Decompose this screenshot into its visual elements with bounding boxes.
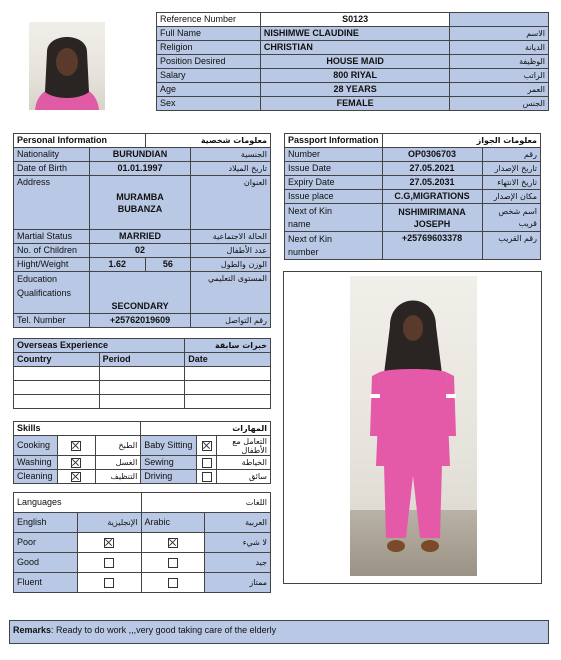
full-body-figure xyxy=(350,276,477,576)
dob-label-ar: تاريخ الميلاد xyxy=(191,162,271,176)
personal-title-ar: معلومات شخصية xyxy=(145,134,270,148)
lang-level-label: Poor xyxy=(14,533,78,553)
kin-number-label-line1: Next of Kin xyxy=(288,233,333,244)
address-line1: MURAMBA xyxy=(116,191,164,202)
marital-value: MARRIED xyxy=(89,230,190,244)
skill-label: Sewing xyxy=(141,456,197,470)
nationality-value: BURUNDIAN xyxy=(89,148,190,162)
header-label-ar xyxy=(450,13,549,27)
lang-checkbox xyxy=(77,573,141,593)
skill-label-ar-line1: التعامل مع xyxy=(232,436,267,446)
issue-place-value: C.G,MIGRATIONS xyxy=(382,190,482,204)
header-row xyxy=(157,13,549,27)
kin-number-label-ar: رقم القريب xyxy=(482,232,540,260)
overseas-title: Overseas Experience xyxy=(14,339,185,353)
children-label: No. of Children xyxy=(14,244,90,258)
header-value: S0123 xyxy=(260,13,449,27)
lang-level-label-ar: لا شيء xyxy=(205,533,271,553)
passport-title-ar: معلومات الجواز xyxy=(382,134,540,148)
skill-checkbox xyxy=(197,456,217,470)
overseas-col-period: Period xyxy=(99,353,185,367)
skill-label: Cleaning xyxy=(14,470,58,484)
skill-checkbox xyxy=(197,436,217,456)
passport-number-label: Number xyxy=(285,148,383,162)
skill-label-ar-line2: الأطفال xyxy=(241,445,267,455)
kin-label-line1: Next of Kin xyxy=(288,205,333,216)
languages-table xyxy=(13,492,271,593)
checked-box-icon xyxy=(104,538,114,548)
header-label: Religion xyxy=(157,41,261,55)
header-row xyxy=(157,69,549,83)
lang-arabic: Arabic xyxy=(141,513,205,533)
header-label-ar: الوظيفة xyxy=(450,55,549,69)
skill-checkbox xyxy=(57,456,95,470)
issue-place-label: Issue place xyxy=(285,190,383,204)
checked-box-icon xyxy=(71,472,81,482)
skill-checkbox xyxy=(57,436,95,456)
children-label-ar: عدد الأطفال xyxy=(191,244,271,258)
hw-label-ar: الوزن والطول xyxy=(191,258,271,272)
tel-label-ar: رقم التواصل xyxy=(191,314,271,328)
kin-line1: NSHIMIRIMANA xyxy=(398,206,466,217)
header-row xyxy=(157,83,549,97)
header-label: Age xyxy=(157,83,261,97)
kin-label xyxy=(285,204,383,232)
lang-level-label-ar: جيد xyxy=(205,553,271,573)
lang-level-label: Fluent xyxy=(14,573,78,593)
empty-box-icon xyxy=(202,458,212,468)
expiry-date-label-ar: تاريخ الانتهاء xyxy=(482,176,540,190)
issue-date-label: Issue Date xyxy=(285,162,383,176)
kin-line2: JOSEPH xyxy=(413,218,451,229)
header-label: Salary xyxy=(157,69,261,83)
tel-label: Tel. Number xyxy=(14,314,90,328)
kin-label-ar-line2: قريب xyxy=(518,218,537,228)
issue-date-value: 27.05.2021 xyxy=(382,162,482,176)
skill-label: Cooking xyxy=(14,436,58,456)
nationality-label: Nationality xyxy=(14,148,90,162)
edu-label-line1: Education xyxy=(17,274,58,284)
header-row xyxy=(157,97,549,111)
hw-label: Hight/Weight xyxy=(14,258,90,272)
skill-checkbox xyxy=(57,470,95,484)
skills-table xyxy=(13,421,271,484)
header-value: 28 YEARS xyxy=(260,83,449,97)
lang-english: English xyxy=(14,513,78,533)
remarks-label: Remarks xyxy=(13,625,52,635)
address-label-ar: العنوان xyxy=(191,176,271,230)
overseas-col-country: Country xyxy=(14,353,100,367)
overseas-empty-row xyxy=(14,395,271,409)
empty-box-icon xyxy=(104,558,114,568)
skill-label: Driving xyxy=(141,470,197,484)
skill-label-ar: سائق xyxy=(217,470,271,484)
remarks-box xyxy=(9,620,549,644)
skill-label-ar xyxy=(217,436,271,456)
header-value: HOUSE MAID xyxy=(260,55,449,69)
header-row xyxy=(157,41,549,55)
languages-title: Languages xyxy=(14,493,142,513)
expiry-date-label: Expiry Date xyxy=(285,176,383,190)
lang-level-label: Good xyxy=(14,553,78,573)
checked-box-icon xyxy=(71,458,81,468)
height-value: 1.62 xyxy=(89,258,145,272)
skills-title-ar: المهارات xyxy=(141,422,271,436)
marital-label: Martial Status xyxy=(14,230,90,244)
lang-checkbox xyxy=(141,533,205,553)
kin-label-ar-line1: اسم شخص xyxy=(498,206,537,216)
overseas-col-date: Date xyxy=(185,353,271,367)
lang-checkbox xyxy=(77,553,141,573)
address-line2: BUBANZA xyxy=(117,203,163,214)
header-label-ar: الراتب xyxy=(450,69,549,83)
dob-label: Date of Birth xyxy=(14,162,90,176)
header-value: FEMALE xyxy=(260,97,449,111)
empty-box-icon xyxy=(168,558,178,568)
tel-value: +25762019609 xyxy=(89,314,190,328)
header-label: Sex xyxy=(157,97,261,111)
languages-title-ar: اللغات xyxy=(141,493,270,513)
empty-box-icon xyxy=(202,472,212,482)
header-label: Full Name xyxy=(157,27,261,41)
kin-number-label-line2: number xyxy=(288,246,319,257)
kin-number-label xyxy=(285,232,383,260)
header-value: CHRISTIAN xyxy=(260,41,449,55)
overseas-empty-row xyxy=(14,381,271,395)
children-value: 02 xyxy=(89,244,190,258)
edu-value: SECONDARY xyxy=(89,272,190,314)
lang-english-ar: الإنجليزية xyxy=(77,513,141,533)
kin-value xyxy=(382,204,482,232)
issue-date-label-ar: تاريخ الإصدار xyxy=(482,162,540,176)
header-row xyxy=(157,55,549,69)
full-body-photo xyxy=(350,276,477,576)
remarks-text: : Ready to do work ,,,very good taking care of the elderly xyxy=(51,625,277,635)
lang-checkbox xyxy=(141,553,205,573)
dob-value: 01.01.1997 xyxy=(89,162,190,176)
header-label: Position Desired xyxy=(157,55,261,69)
edu-label-ar: المستوى التعليمي xyxy=(191,272,271,314)
skill-label: Baby Sitting xyxy=(141,436,197,456)
skill-label: Washing xyxy=(14,456,58,470)
personal-info-table xyxy=(13,133,271,328)
issue-place-label-ar: مكان الإصدار xyxy=(482,190,540,204)
overseas-title-ar: خبرات سابقة xyxy=(185,339,271,353)
edu-label-line2: Qualifications xyxy=(17,288,72,298)
lang-arabic-ar: العربية xyxy=(205,513,271,533)
lang-checkbox xyxy=(77,533,141,553)
header-label: Reference Number xyxy=(157,13,261,27)
edu-label xyxy=(14,272,90,314)
portrait-photo xyxy=(29,22,105,110)
header-label-ar: الديانة xyxy=(450,41,549,55)
skill-label-ar: الغسل xyxy=(95,456,141,470)
overseas-table xyxy=(13,338,271,409)
portrait-figure xyxy=(29,22,105,110)
expiry-date-value: 27.05.2031 xyxy=(382,176,482,190)
kin-label-line2: name xyxy=(288,218,311,229)
marital-label-ar: الحالة الاجتماعية xyxy=(191,230,271,244)
passport-number-value: OP0306703 xyxy=(382,148,482,162)
skills-title: Skills xyxy=(14,422,141,436)
header-label-ar: العمر xyxy=(450,83,549,97)
passport-info-table xyxy=(284,133,541,260)
weight-value: 56 xyxy=(145,258,191,272)
lang-level-label-ar: ممتاز xyxy=(205,573,271,593)
skill-label-ar: الخياطة xyxy=(217,456,271,470)
lang-checkbox xyxy=(141,573,205,593)
empty-box-icon xyxy=(104,578,114,588)
nationality-label-ar: الجنسية xyxy=(191,148,271,162)
passport-number-label-ar: رقم xyxy=(482,148,540,162)
passport-title: Passport Information xyxy=(285,134,383,148)
skill-label-ar: الطبخ xyxy=(95,436,141,456)
header-label-ar: الجنس xyxy=(450,97,549,111)
empty-box-icon xyxy=(168,578,178,588)
address-label: Address xyxy=(14,176,90,230)
header-table xyxy=(156,12,549,111)
overseas-empty-row xyxy=(14,367,271,381)
checked-box-icon xyxy=(71,441,81,451)
header-row xyxy=(157,27,549,41)
skill-checkbox xyxy=(197,470,217,484)
checked-box-icon xyxy=(168,538,178,548)
address-value xyxy=(89,176,190,230)
checked-box-icon xyxy=(202,441,212,451)
kin-label-ar xyxy=(482,204,540,232)
skill-label-ar: التنظيف xyxy=(95,470,141,484)
header-value: 800 RIYAL xyxy=(260,69,449,83)
kin-number-value: +25769603378 xyxy=(382,232,482,260)
header-label-ar: الاسم xyxy=(450,27,549,41)
personal-title: Personal Information xyxy=(14,134,146,148)
header-value: NISHIMWE CLAUDINE xyxy=(260,27,449,41)
